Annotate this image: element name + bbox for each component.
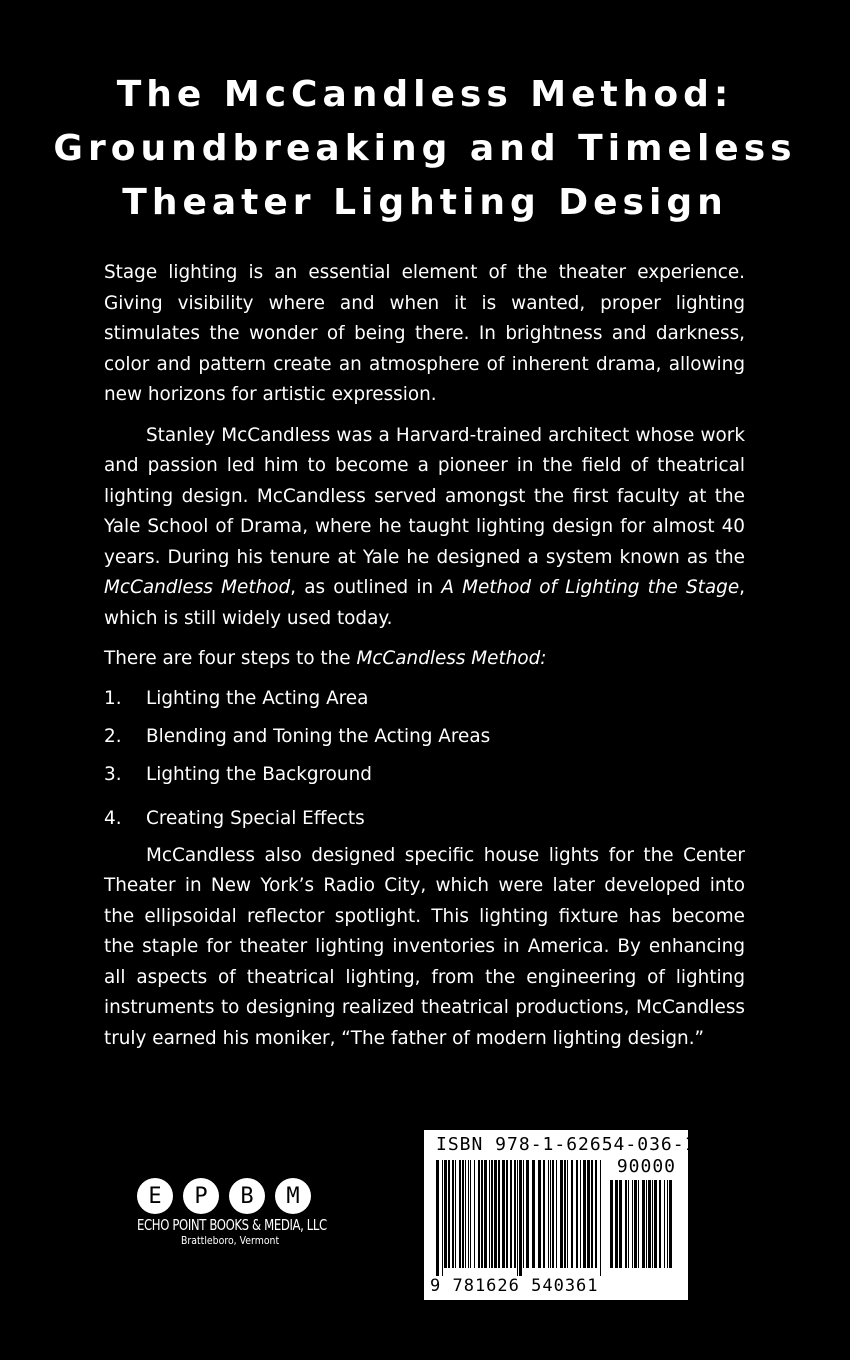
- barcode-bar: [448, 1160, 450, 1268]
- barcode-bar: [478, 1160, 480, 1268]
- barcode-bar: [619, 1180, 622, 1268]
- book-title: [40, 68, 810, 230]
- barcode-bar: [523, 1160, 524, 1268]
- barcode-bar: [543, 1160, 545, 1268]
- barcode-bar: [506, 1160, 508, 1268]
- title-line-1: The McCandless Method:: [116, 74, 734, 115]
- barcode-bar: [600, 1160, 601, 1276]
- barcode-bar: [652, 1180, 653, 1268]
- barcode-bar: [583, 1160, 586, 1268]
- barcode-bar: [580, 1160, 581, 1268]
- barcode-bar: [436, 1160, 439, 1276]
- list-item: 3. Lighting the Background: [104, 764, 372, 786]
- barcode-bar: [642, 1180, 645, 1268]
- barcode-bar: [465, 1160, 466, 1268]
- publisher-name: ECHO POINT BOOKS & MEDIA, LLC: [137, 1216, 327, 1234]
- barcode-bar: [459, 1160, 461, 1268]
- barcode-bar: [548, 1160, 549, 1268]
- barcode-bar: [526, 1160, 529, 1268]
- barcode-bar: [444, 1160, 447, 1268]
- barcode-bar: [571, 1160, 573, 1268]
- barcode-bar: [648, 1180, 651, 1268]
- list-item: 2. Blending and Toning the Acting Areas: [104, 726, 491, 748]
- barcode-bar: [442, 1160, 443, 1276]
- publisher-location: Brattleboro, Vermont: [181, 1234, 280, 1247]
- barcode-bar: [550, 1160, 551, 1268]
- barcode-bar: [625, 1180, 627, 1268]
- steps-intro: There are four steps to the McCandless Method:: [104, 648, 547, 669]
- barcode-bar: [638, 1180, 639, 1268]
- barcode-bar: [484, 1160, 487, 1268]
- steps-list: [104, 681, 745, 839]
- barcode-bar: [514, 1160, 516, 1268]
- barcode-bar: [564, 1160, 566, 1268]
- title-line-2: Groundbreaking and Timeless: [53, 128, 797, 169]
- barcode-bar: [452, 1160, 454, 1268]
- barcode-bar: [576, 1160, 578, 1268]
- barcode-bar: [552, 1160, 554, 1268]
- barcode-bar: [502, 1160, 505, 1268]
- logo-letter-e: E: [137, 1178, 173, 1214]
- isbn-text: ISBN 978-1-62654-036-1: [436, 1134, 697, 1155]
- barcode-bar: [498, 1160, 500, 1268]
- barcode-addon-bars: [610, 1180, 676, 1276]
- barcode-bar: [517, 1160, 518, 1276]
- barcode-bar: [669, 1180, 672, 1268]
- barcode-bar: [595, 1160, 597, 1268]
- paragraph-biography: Stanley McCandless was a Harvard-trained architect whose work and passion led him to become a pioneer in the field of theatrical lighting design. McCandless served amongst the first faculty at the Yale School of Drama, where he taught lighting design for almost 40 years. During his tenure at Yale he designed a system known as the McCandless Method, as outlined in A Method of Lighting the Stage, which is still widely used today.: [104, 424, 746, 629]
- list-item: 4. Creating Special Effects: [104, 808, 365, 830]
- barcode-bar: [591, 1160, 593, 1268]
- paragraph-intro: Stage lighting is an essential element of the theater experience. Giving visibility where and when it is wanted, proper lighting stimulates the wonder of being there. In brightness and darkness, color and pattern create an atmosphere of inherent drama, allowing new horizons for artistic expression.: [104, 262, 745, 405]
- barcode-bar: [468, 1160, 469, 1268]
- barcode-bar: [491, 1160, 493, 1268]
- barcode-bar: [470, 1160, 471, 1268]
- barcode-bar: [556, 1160, 557, 1268]
- logo-letter-p: P: [183, 1178, 219, 1214]
- back-cover-text: [104, 258, 745, 1054]
- barcode-bar: [610, 1180, 613, 1268]
- barcode-bar: [646, 1180, 647, 1268]
- paragraph-legacy: McCandless also designed specific house lights for the Center Theater in New York’s Radio City, which were later developed into the ellipsoidal reflector spotlight. This lighting fixture has become the staple for theater lighting inventories in America. By enhancing all aspects of theatrical lighting, from the engineering of lighting instruments to designing realized theatrical productions, McCandless truly earned his moniker, “The father of modern lighting design.”: [104, 844, 745, 1049]
- logo-letter-b: B: [229, 1178, 265, 1214]
- barcode-bar: [532, 1160, 535, 1268]
- isbn-barcode: [424, 1130, 697, 1300]
- logo-circles: [137, 1178, 327, 1214]
- list-item: 1. Lighting the Acting Area: [104, 688, 369, 710]
- barcode-bar: [667, 1180, 668, 1268]
- barcode-bar: [494, 1160, 497, 1268]
- barcode-bar: [462, 1160, 464, 1268]
- barcode-bar: [615, 1180, 618, 1268]
- barcode-bar: [489, 1160, 490, 1268]
- barcode-bar: [474, 1160, 475, 1268]
- barcode-bar: [664, 1180, 665, 1268]
- barcode-bar: [455, 1160, 456, 1268]
- barcode-bar: [538, 1160, 541, 1268]
- barcode-bar: [519, 1160, 522, 1276]
- barcode-digits: 9 781626 540361: [430, 1276, 599, 1296]
- barcode-bar: [560, 1160, 563, 1268]
- barcode-bar: [587, 1160, 590, 1268]
- barcode-bar: [659, 1180, 661, 1268]
- title-line-3: Theater Lighting Design: [122, 182, 728, 223]
- barcode-bar: [481, 1160, 483, 1268]
- barcode-bar: [654, 1180, 657, 1268]
- logo-letter-m: M: [275, 1178, 311, 1214]
- price-code: 90000: [616, 1156, 676, 1177]
- publisher-logo: [137, 1178, 327, 1247]
- barcode-bar: [628, 1180, 629, 1268]
- barcode-bar: [510, 1160, 512, 1268]
- barcode-bars: [436, 1160, 602, 1276]
- barcode-bar: [632, 1180, 633, 1268]
- barcode-bar: [567, 1160, 568, 1268]
- barcode-bar: [634, 1180, 637, 1268]
